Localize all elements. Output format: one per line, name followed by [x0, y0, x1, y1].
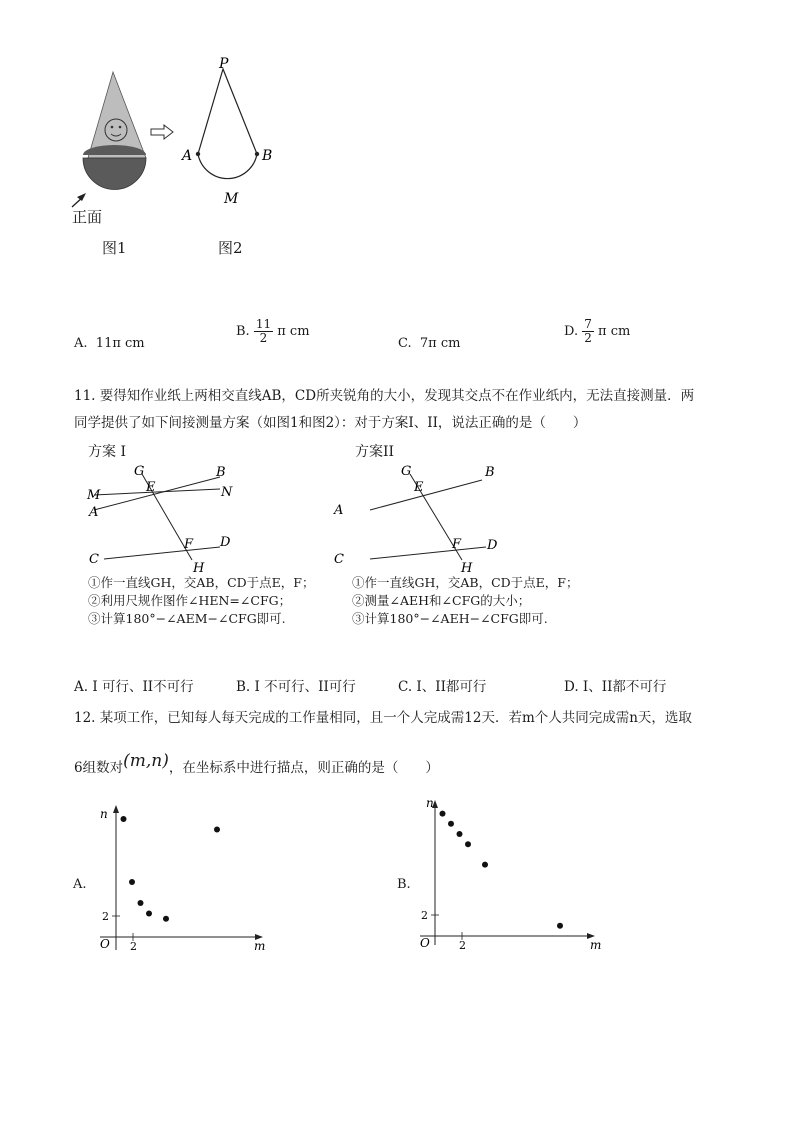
svg-text:2: 2	[130, 940, 137, 953]
plan1-title: 方案 I	[88, 444, 126, 460]
svg-text:O: O	[420, 936, 430, 950]
svg-text:m: m	[254, 939, 266, 953]
q10-figures	[60, 50, 300, 270]
graph-b-point-3	[457, 831, 463, 837]
svg-text:C: C	[334, 552, 344, 567]
svg-text:n: n	[426, 796, 434, 810]
q10-option-c: C. 7π cm	[398, 336, 461, 351]
front-arrow-icon	[77, 193, 86, 201]
graph-b-point-1	[440, 811, 446, 817]
svg-text:2: 2	[102, 910, 109, 923]
graph-b-point-6	[557, 923, 563, 929]
svg-text:H: H	[193, 561, 205, 575]
svg-text:E: E	[146, 480, 156, 495]
point-M: M	[224, 191, 239, 207]
q10-option-b: B. $\frac{11}{2}$ π cm	[236, 317, 310, 345]
q10-option-a: A. 11π cm	[74, 336, 145, 351]
q10-option-d: D. $\frac{7}{2}$ π cm	[564, 317, 631, 345]
q12-line2: 6组数对(m,n)，在坐标系中进行描点，则正确的是（ ）	[74, 751, 439, 776]
svg-text:G: G	[134, 464, 145, 479]
plan1-diagram	[80, 460, 250, 575]
svg-text:M: M	[87, 488, 101, 503]
svg-text:B: B	[485, 465, 495, 480]
plan1-step2: ②利用尺规作图作∠HEN=∠CFG；	[88, 593, 292, 608]
svg-text:n: n	[100, 807, 108, 821]
graph-a-point-2	[129, 879, 135, 885]
svg-text:F: F	[452, 537, 462, 552]
graph-a	[90, 800, 270, 960]
point-A: A	[182, 148, 193, 164]
plan1-step3: ③计算180°−∠AEM−∠CFG即可.	[88, 611, 286, 626]
svg-text:N: N	[221, 485, 233, 500]
graph-a-label: A.	[73, 877, 87, 892]
svg-text:D: D	[220, 535, 231, 550]
hollow-arrow-icon	[151, 125, 173, 139]
q11-line2: 同学提供了如下间接测量方案（如图1和图2）：对于方案I、II，说法正确的是（ ）	[74, 415, 587, 431]
front-label: 正面	[72, 208, 103, 226]
svg-text:C: C	[89, 552, 99, 567]
graph-b-point-4	[465, 841, 471, 847]
q11-line1: 11. 要得知作业纸上两相交直线AB，CD所夹锐角的大小，发现其交点不在作业纸内，无法直接测量．两	[74, 388, 695, 404]
svg-text:2: 2	[459, 939, 466, 952]
plan2-diagram	[330, 460, 520, 575]
graph-b-point-2	[448, 821, 454, 827]
graph-b-label: B.	[397, 877, 411, 892]
fig1-caption: 图1	[102, 239, 127, 257]
q11-option-c: C. I、II都可行	[398, 679, 487, 695]
hemisphere-shape	[83, 158, 146, 190]
svg-text:A: A	[334, 503, 344, 518]
q11-option-b: B. I 不可行、II可行	[236, 679, 356, 695]
svg-text:B: B	[216, 465, 226, 480]
svg-text:E: E	[414, 480, 424, 495]
svg-text:G: G	[401, 464, 412, 479]
graph-a-point-1	[121, 816, 127, 822]
graph-a-point-6	[214, 827, 220, 833]
svg-text:m: m	[590, 938, 602, 952]
axis-n-arrow-icon	[113, 805, 119, 813]
svg-text:H: H	[461, 561, 473, 575]
svg-text:O: O	[100, 937, 110, 951]
svg-text:A: A	[89, 505, 99, 520]
graph-b	[412, 795, 602, 955]
graph-a-point-4	[146, 911, 152, 917]
svg-text:D: D	[487, 538, 498, 553]
q11-option-d: D. I、II都不可行	[564, 679, 667, 695]
teardrop-shape	[198, 69, 257, 179]
svg-text:2: 2	[421, 909, 428, 922]
plan2-step3: ③计算180°−∠AEH−∠CFG即可.	[352, 611, 548, 626]
svg-text:F: F	[184, 537, 194, 552]
q12-line1: 12. 某项工作，已知每人每天完成的工作量相同，且一个人完成需12天．若m个人共同完成需n天，选取	[74, 710, 692, 726]
plan2-title: 方案II	[355, 444, 395, 460]
fig2-caption: 图2	[218, 239, 243, 257]
graph-b-point-5	[482, 862, 488, 868]
plan2-step2: ②测量∠AEH和∠CFG的大小；	[352, 593, 531, 608]
plan1-step1: ①作一直线GH，交AB，CD于点E，F；	[88, 575, 315, 590]
plan2-step1: ①作一直线GH，交AB，CD于点E，F；	[352, 575, 579, 590]
point-P: P	[219, 56, 229, 72]
q11-option-a: A. I 可行、II不可行	[74, 679, 194, 695]
graph-a-point-5	[163, 916, 169, 922]
graph-a-point-3	[138, 900, 144, 906]
point-B: B	[262, 148, 273, 164]
